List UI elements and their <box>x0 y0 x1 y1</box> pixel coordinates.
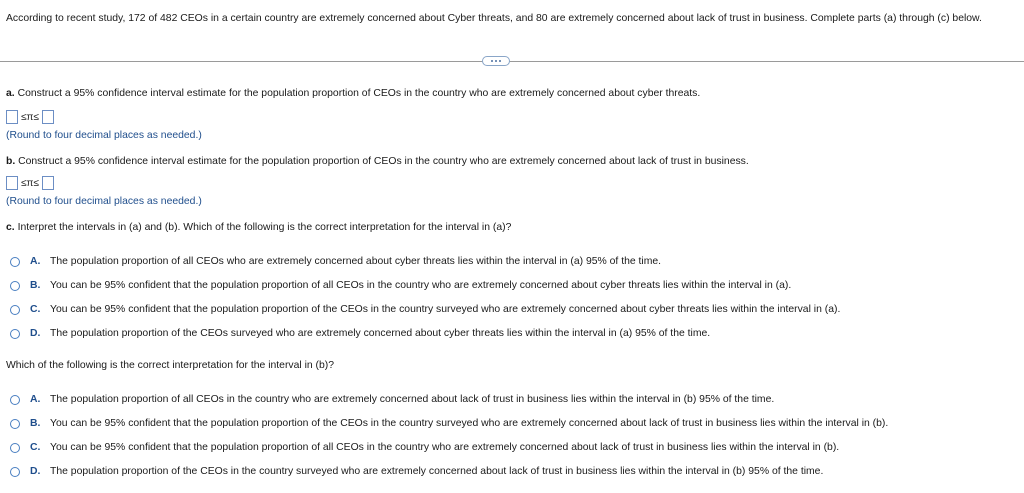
option-a-interval-a[interactable] <box>10 256 661 267</box>
part-a-lower-input[interactable] <box>6 110 18 124</box>
part-b-letter: b. <box>6 156 16 167</box>
option-letter: B. <box>30 418 41 429</box>
problem-statement: According to recent study, 172 of 482 CEOs in a certain country are extremely concerned about Cyber threats, and 80 are extremely concerned about lack of trust in business. Complete parts (a) through (c) below. <box>6 13 982 24</box>
radio-button[interactable] <box>10 329 20 339</box>
pi-inequality: ≤π≤ <box>21 111 39 123</box>
part-c-text: Interpret the intervals in (a) and (b). Which of the following is the correct interpretation for the interval in (a)? <box>17 222 512 233</box>
part-b-text: Construct a 95% confidence interval estimate for the population proportion of CEOs in the country who are extremely concerned about lack of trust in business. <box>18 156 749 167</box>
part-b-answer-row <box>6 176 54 190</box>
option-text: The population proportion of all CEOs in the country who are extremely concerned about lack of trust in business lies within the interval in (b) 95% of the time. <box>50 394 775 405</box>
section-divider <box>0 61 1024 62</box>
radio-button[interactable] <box>10 395 20 405</box>
part-a-upper-input[interactable] <box>42 110 54 124</box>
part-c-question <box>6 222 511 233</box>
option-text: The population proportion of the CEOs surveyed who are extremely concerned about cyber threats lies within the interval in (a) 95% of the time. <box>50 328 711 339</box>
part-a-question <box>6 88 700 99</box>
part-a-letter: a. <box>6 88 15 99</box>
option-letter: A. <box>30 394 41 405</box>
dot-icon <box>495 60 497 62</box>
option-text: You can be 95% confident that the population proportion of all CEOs in the country who are extremely concerned about lack of trust in business lies within the interval in (b). <box>50 442 840 453</box>
radio-button[interactable] <box>10 443 20 453</box>
option-letter: A. <box>30 256 41 267</box>
radio-button[interactable] <box>10 305 20 315</box>
option-c-interval-a[interactable] <box>10 304 840 315</box>
part-b-hint: (Round to four decimal places as needed.) <box>6 196 202 207</box>
radio-button[interactable] <box>10 257 20 267</box>
radio-button[interactable] <box>10 281 20 291</box>
option-c-interval-b[interactable] <box>10 442 839 453</box>
option-d-interval-a[interactable] <box>10 328 710 339</box>
option-letter: D. <box>30 466 41 477</box>
option-b-interval-b[interactable] <box>10 418 888 429</box>
option-letter: D. <box>30 328 41 339</box>
option-text: You can be 95% confident that the population proportion of the CEOs in the country surveyed who are extremely concerned about cyber threats lies within the interval in (a). <box>50 304 841 315</box>
interval-b-question: Which of the following is the correct interpretation for the interval in (b)? <box>6 360 335 371</box>
option-letter: C. <box>30 304 41 315</box>
option-letter: C. <box>30 442 41 453</box>
part-a-text: Construct a 95% confidence interval estimate for the population proportion of CEOs in the country who are extremely concerned about cyber threats. <box>17 88 701 99</box>
radio-button[interactable] <box>10 467 20 477</box>
option-text: The population proportion of the CEOs in the country surveyed who are extremely concerned about lack of trust in business lies within the interval in (b) 95% of the time. <box>50 466 824 477</box>
option-text: You can be 95% confident that the population proportion of the CEOs in the country surveyed who are extremely concerned about lack of trust in business lies within the interval in (b). <box>50 418 889 429</box>
pi-inequality: ≤π≤ <box>21 177 39 189</box>
part-c-letter: c. <box>6 222 15 233</box>
option-letter: B. <box>30 280 41 291</box>
dot-icon <box>491 60 493 62</box>
part-a-answer-row <box>6 110 54 124</box>
part-b-upper-input[interactable] <box>42 176 54 190</box>
radio-button[interactable] <box>10 419 20 429</box>
part-b-lower-input[interactable] <box>6 176 18 190</box>
option-d-interval-b[interactable] <box>10 466 823 477</box>
dot-icon <box>499 60 501 62</box>
option-text: You can be 95% confident that the population proportion of all CEOs in the country who are extremely concerned about cyber threats lies within the interval in (a). <box>50 280 792 291</box>
expand-more-button[interactable] <box>482 56 510 66</box>
option-a-interval-b[interactable] <box>10 394 774 405</box>
option-text: The population proportion of all CEOs who are extremely concerned about cyber threats lies within the interval in (a) 95% of the time. <box>50 256 662 267</box>
part-b-question <box>6 156 749 167</box>
part-a-hint: (Round to four decimal places as needed.) <box>6 130 202 141</box>
option-b-interval-a[interactable] <box>10 280 791 291</box>
